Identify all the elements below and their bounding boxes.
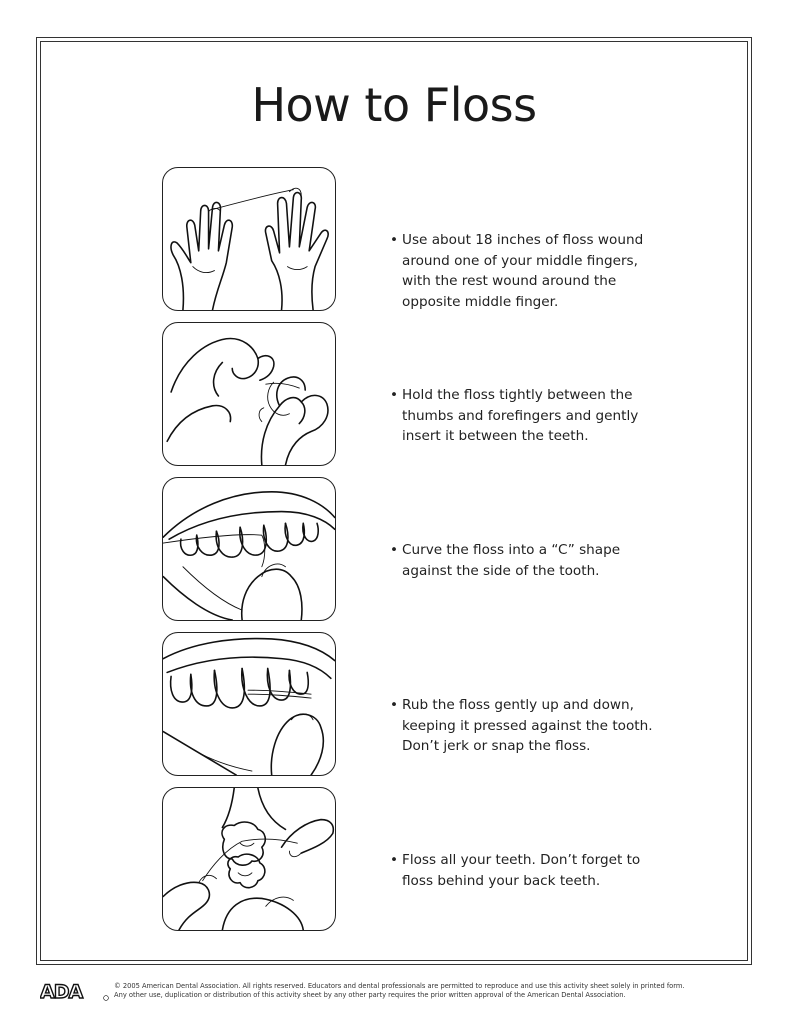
step-1-text: • Use about 18 inches of floss wound around one of your middle fingers, with the rest wound around the opposite middle finger.	[390, 230, 662, 312]
hands-floss-icon	[163, 168, 335, 310]
step-4	[162, 632, 682, 778]
step-5-text: • Floss all your teeth. Don’t forget to floss behind your back teeth.	[390, 850, 662, 891]
step-4-illustration	[162, 632, 336, 776]
svg-text:ADA: ADA	[40, 981, 83, 1002]
step-3-illustration	[162, 477, 336, 621]
copyright-line-1: © 2005 American Dental Association. All rights reserved. Educators and dental professionals are permitted to reproduce and use this activity sheet solely in printed form.	[114, 982, 685, 990]
step-4-text: • Rub the floss gently up and down, keeping it pressed against the tooth. Don’t jerk or snap the floss.	[390, 695, 662, 757]
step-3-text: • Curve the floss into a “C” shape against the side of the tooth.	[390, 540, 662, 581]
step-1	[162, 167, 682, 313]
teeth-rub-floss-icon	[163, 633, 335, 775]
step-2-text: • Hold the floss tightly between the thumbs and forefingers and gently insert it between the teeth.	[390, 385, 662, 447]
step-5-illustration	[162, 787, 336, 931]
step-3	[162, 477, 682, 623]
ada-logo	[40, 980, 110, 1002]
back-teeth-floss-icon	[163, 788, 335, 930]
step-2	[162, 322, 682, 468]
page-title: How to Floss	[251, 78, 537, 132]
teeth-c-shape-icon	[163, 478, 335, 620]
copyright-line-2: Any other use, duplication or distribution of this activity sheet by any other party requires the prior written approval of the American Dental Association.	[114, 991, 626, 999]
step-1-illustration	[162, 167, 336, 311]
copyright-notice	[114, 982, 764, 1000]
ada-logo-icon	[40, 980, 110, 1002]
footer	[40, 980, 760, 1010]
step-5	[162, 787, 682, 933]
step-2-illustration	[162, 322, 336, 466]
thumbs-floss-icon	[163, 323, 335, 465]
